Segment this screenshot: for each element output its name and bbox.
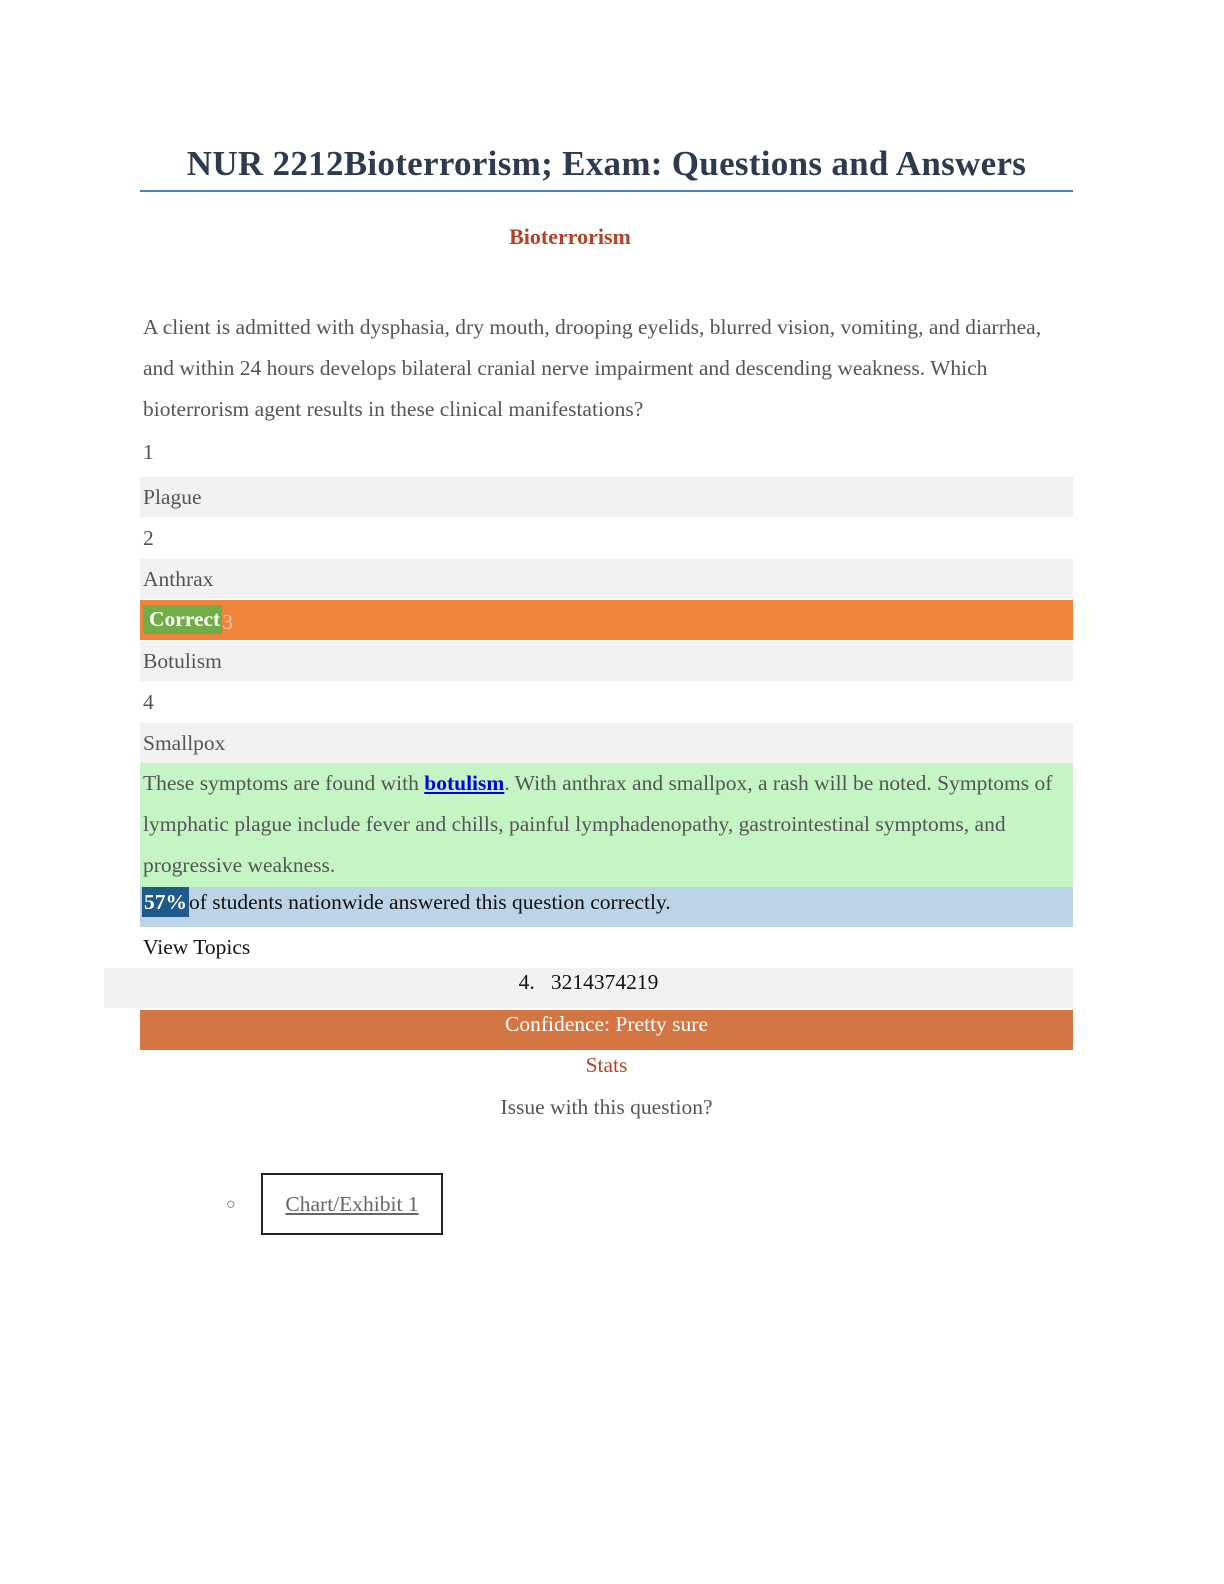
explanation-text-end: . With anthrax and smallpox, a rash will be noted. Symptoms of lymphatic plague include fever and chills, painful lymphadenopathy, gastrointestinal symptoms, and progressive weakness. (143, 771, 1053, 877)
nationwide-stats (140, 887, 1073, 927)
view-topics-link[interactable]: View Topics (143, 935, 251, 959)
question-text: A client is admitted with dysphasia, dry mouth, drooping eyelids, blurred vision, vomiting, and diarrhea, and within 24 hours develops bilateral cranial nerve impairment and descending weakness. Which bioterrorism agent results in these clinical manifestations? (143, 315, 1042, 421)
option-number-3: 3 (222, 610, 233, 635)
stats-text: of students nationwide answered this question correctly. (189, 890, 671, 914)
option-number-2: 2 (143, 526, 154, 550)
option-number-3-correct (140, 600, 1073, 640)
chart-exhibit-label: Chart/Exhibit 1 (285, 1192, 419, 1216)
option-number-4: 4 (143, 690, 154, 714)
option-label-smallpox[interactable]: Smallpox (140, 723, 1073, 763)
bullet-icon: ○ (226, 1196, 236, 1213)
option-label-botulism[interactable]: Botulism (140, 641, 1073, 681)
answer-explanation (140, 763, 1073, 887)
explanation-text-start: These symptoms are found with (143, 771, 425, 795)
section-subtitle: Bioterrorism (509, 224, 631, 249)
chart-exhibit-button[interactable] (261, 1173, 443, 1235)
phone-number: 3214374219 (550, 970, 659, 994)
page-title: NUR 2212Bioterrorism; Exam: Questions and Answers (140, 142, 1073, 192)
option-number-1: 1 (143, 440, 154, 464)
confidence-bar[interactable]: Confidence: Pretty sure (140, 1010, 1073, 1050)
phone-number-row (104, 968, 1073, 1008)
option-label-plague[interactable]: Plague (140, 477, 1073, 517)
percent-correct-badge: 57% (142, 887, 189, 917)
list-number: 4. (518, 970, 535, 994)
option-label-anthrax[interactable]: Anthrax (140, 559, 1073, 599)
stats-link[interactable]: Stats (585, 1053, 628, 1077)
issue-with-question-link[interactable]: Issue with this question? (500, 1095, 713, 1119)
botulism-link[interactable]: botulism (424, 771, 505, 795)
correct-badge: Correct (143, 605, 222, 634)
